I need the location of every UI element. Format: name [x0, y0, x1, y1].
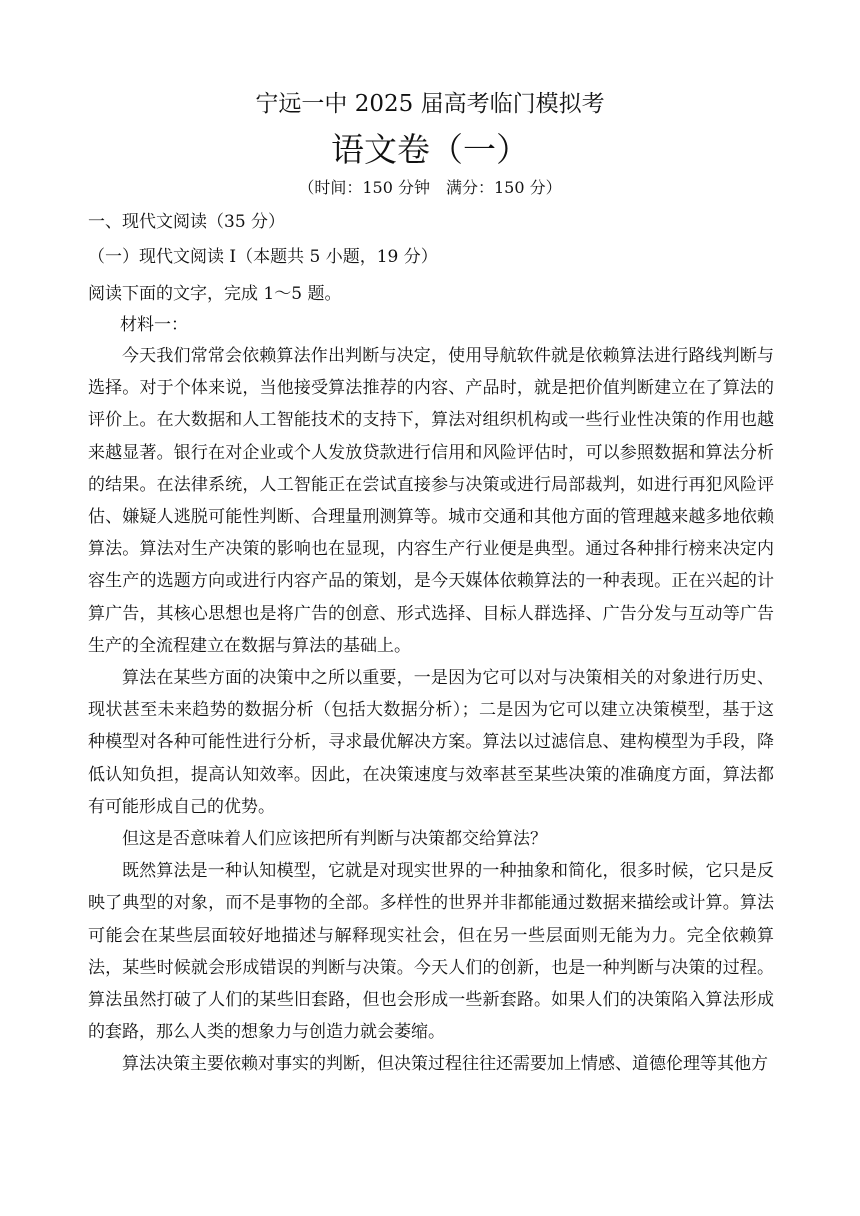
paragraph: 今天我们常常会依赖算法作出判断与决定，使用导航软件就是依赖算法进行路线判断与选择。对于个体来说，当他接受算法推荐的内容、产品时，就是把价值判断建立在了算法的评价上。在大数据和人工智能技术的支持下，算法对组织机构或一些行业性决策的作用也越来越显著。银行在对企业或个人发放贷款进行信用和风险评估时，可以参照数据和算法分析的结果。在法律系统，人工智能正在尝试直接参与决策或进行局部裁判，如进行再犯风险评估、嫌疑人逃脱可能性判断、合理量刑测算等。城市交通和其他方面的管理越来越多地依赖算法。算法对生产决策的影响也在显现，内容生产行业便是典型。通过各种排行榜来决定内容生产的选题方向或进行内容产品的策划，是今天媒体依赖算法的一种表现。正在兴起的计算广告，其核心思想也是将广告的创意、形式选择、目标人群选择、广告分发与互动等广告生产的全流程建立在数据与算法的基础上。 [88, 346, 774, 656]
paragraph: 算法决策主要依赖对事实的判断，但决策过程往往还需要加上情感、道德伦理等其他方 [122, 1054, 768, 1075]
section-heading-modern-reading: 一、现代文阅读（35 分） [88, 212, 286, 232]
paper-title: 语文卷（一） [331, 130, 529, 169]
exam-time-score-info: （时间：150 分钟 满分：150 分） [298, 178, 562, 197]
paragraph: 算法在某些方面的决策中之所以重要，一是因为它可以对与决策相关的对象进行历史、现状甚至未来趋势的数据分析（包括大数据分析）；二是因为它可以建立决策模型，基于这种模型对各种可能性进行分析，寻求最优解决方案。算法以过滤信息、建构模型为手段，降低认知负担，提高认知效率。因此，在决策速度与效率甚至某些决策的准确度方面，算法都有可能形成自己的优势。 [88, 668, 774, 817]
subsection-heading-reading-1: （一）现代文阅读 I（本题共 5 小题，19 分） [88, 247, 438, 267]
material-one-text [88, 340, 774, 1081]
school-exam-title: 宁远一中 2025 届高考临门模拟考 [255, 91, 605, 117]
paragraph: 既然算法是一种认知模型，它就是对现实世界的一种抽象和简化，很多时候，它只是反映了典型的对象，而不是事物的全部。多样性的世界并非都能通过数据来描绘或计算。算法可能会在某些层面较好地描述与解释现实社会，但在另一些层面则无能为力。完全依赖算法，某些时候就会形成错误的判断与决策。今天人们的创新，也是一种判断与决策的过程。算法虽然打破了人们的某些旧套路，但也会形成一些新套路。如果人们的决策陷入算法形成的套路，那么人类的想象力与创造力就会萎缩。 [88, 861, 774, 1043]
paragraph: 但这是否意味着人们应该把所有判断与决策都交给算法？ [122, 829, 547, 850]
reading-instruction: 阅读下面的文字，完成 1～5 题。 [88, 284, 342, 304]
material-label: 材料一： [120, 315, 188, 335]
